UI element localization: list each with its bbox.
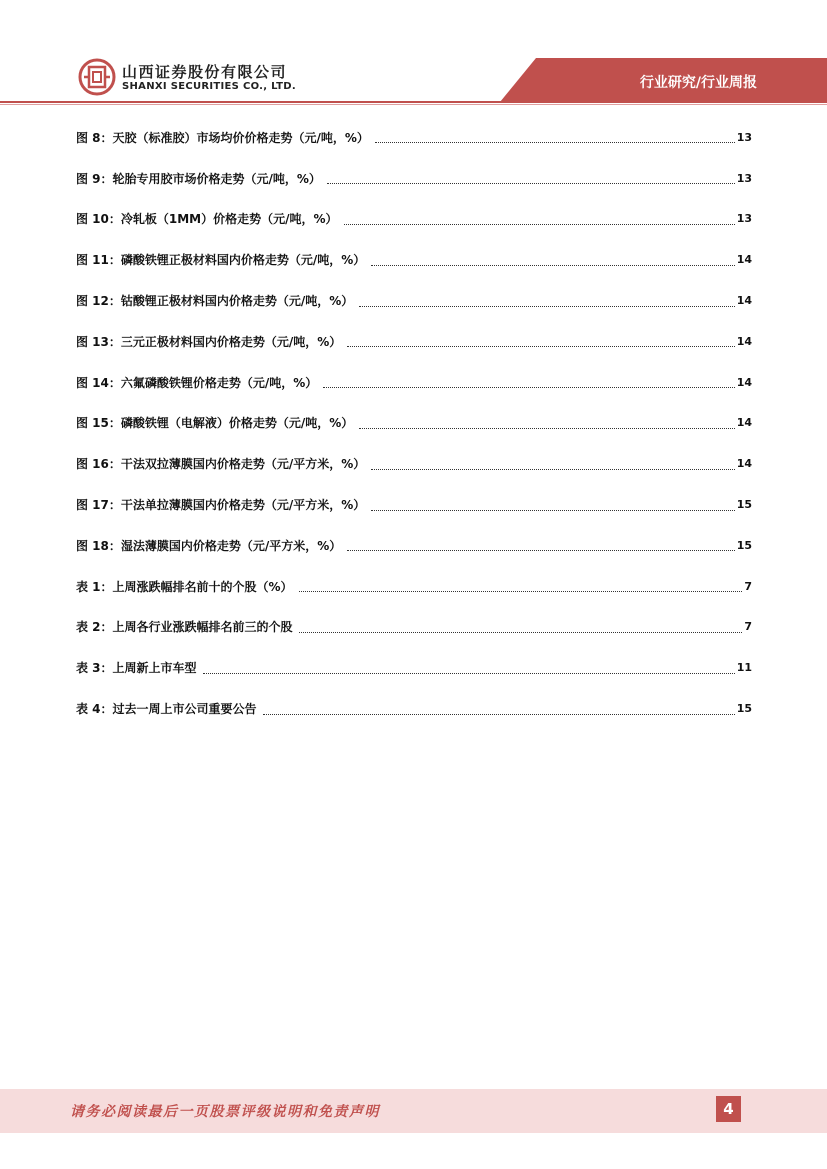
shanxi-securities-logo-icon <box>78 58 116 96</box>
toc-leader-dots <box>263 713 735 715</box>
toc-entry-page[interactable]: 14 <box>736 375 752 389</box>
toc-entry-page[interactable]: 13 <box>736 171 752 185</box>
toc-entry-label[interactable]: 表 4：过去一周上市公司重要公告 <box>76 702 257 717</box>
toc-entry-label[interactable]: 表 2：上周各行业涨跌幅排名前三的个股 <box>76 620 293 635</box>
toc-leader-dots <box>299 590 743 592</box>
toc-entry-page[interactable]: 7 <box>744 579 752 593</box>
toc-entry-page[interactable]: 15 <box>736 702 752 716</box>
toc-leader-dots <box>344 223 735 225</box>
table-of-contents <box>76 117 752 729</box>
toc-entry-label[interactable]: 图 18：湿法薄膜国内价格走势（元/平方米，%） <box>76 538 342 553</box>
toc-leader-dots <box>359 305 734 307</box>
toc-entry-label[interactable]: 图 8：天胶（标准胶）市场均价价格走势（元/吨，%） <box>76 130 369 145</box>
disclaimer-text: 请务必阅读最后一页股票评级说明和免责声明 <box>70 1104 380 1120</box>
toc-entry-page[interactable]: 13 <box>736 130 752 144</box>
toc-entry[interactable] <box>76 321 752 362</box>
toc-entry-label[interactable]: 图 16：干法双拉薄膜国内价格走势（元/平方米，%） <box>76 457 366 472</box>
toc-entry-label[interactable]: 图 11：磷酸铁锂正极材料国内价格走势（元/吨，%） <box>76 253 366 268</box>
toc-entry[interactable] <box>76 280 752 321</box>
toc-entry[interactable] <box>76 199 752 240</box>
toc-entry-page[interactable]: 11 <box>736 661 752 675</box>
toc-entry[interactable] <box>76 158 752 199</box>
toc-leader-dots <box>327 182 735 184</box>
toc-entry[interactable] <box>76 362 752 403</box>
toc-entry-page[interactable]: 14 <box>736 416 752 430</box>
company-name-en: SHANXI SECURITIES CO., LTD. <box>122 81 296 92</box>
page-header <box>0 0 827 104</box>
toc-entry-label[interactable]: 表 1：上周涨跌幅排名前十的个股（%） <box>76 579 293 594</box>
toc-leader-dots <box>375 141 735 143</box>
toc-entry-label[interactable]: 图 17：干法单拉薄膜国内价格走势（元/平方米，%） <box>76 498 366 513</box>
toc-entry-page[interactable]: 14 <box>736 457 752 471</box>
header-divider <box>0 101 827 103</box>
toc-entry-page[interactable]: 13 <box>736 212 752 226</box>
toc-entry[interactable] <box>76 403 752 444</box>
toc-entry-page[interactable]: 15 <box>736 498 752 512</box>
toc-entry[interactable] <box>76 239 752 280</box>
toc-leader-dots <box>347 345 734 347</box>
toc-entry-label[interactable]: 图 10：冷轧板（1MM）价格走势（元/吨，%） <box>76 212 338 227</box>
toc-entry[interactable] <box>76 688 752 729</box>
toc-leader-dots <box>299 631 743 633</box>
toc-entry[interactable] <box>76 566 752 607</box>
page-number: 4 <box>716 1096 741 1122</box>
toc-entry-page[interactable]: 14 <box>736 253 752 267</box>
toc-leader-dots <box>359 427 734 429</box>
toc-entry[interactable] <box>76 525 752 566</box>
toc-entry[interactable] <box>76 647 752 688</box>
toc-leader-dots <box>371 264 734 266</box>
toc-entry-label[interactable]: 图 9：轮胎专用胶市场价格走势（元/吨，%） <box>76 171 321 186</box>
toc-entry-page[interactable]: 7 <box>744 620 752 634</box>
report-category: 行业研究/行业周报 <box>639 75 757 91</box>
toc-entry-page[interactable]: 15 <box>736 538 752 552</box>
toc-entry-label[interactable]: 表 3：上周新上市车型 <box>76 661 197 676</box>
toc-leader-dots <box>371 509 734 511</box>
toc-entry-label[interactable]: 图 13：三元正极材料国内价格走势（元/吨，%） <box>76 334 342 349</box>
toc-entry-label[interactable]: 图 12：钴酸锂正极材料国内价格走势（元/吨，%） <box>76 294 354 309</box>
toc-entry-label[interactable]: 图 15：磷酸铁锂（电解液）价格走势（元/吨，%） <box>76 416 354 431</box>
toc-leader-dots <box>203 672 735 674</box>
toc-leader-dots <box>371 468 734 470</box>
toc-entry-label[interactable]: 图 14：六氟磷酸铁锂价格走势（元/吨，%） <box>76 375 318 390</box>
toc-entry-page[interactable]: 14 <box>736 334 752 348</box>
toc-leader-dots <box>323 386 734 388</box>
toc-leader-dots <box>347 549 734 551</box>
toc-entry[interactable] <box>76 117 752 158</box>
toc-entry[interactable] <box>76 484 752 525</box>
toc-entry-page[interactable]: 14 <box>736 294 752 308</box>
header-divider-thin <box>0 104 827 105</box>
toc-entry[interactable] <box>76 443 752 484</box>
company-name-cn: 山西证券股份有限公司 <box>122 63 288 81</box>
toc-entry[interactable] <box>76 607 752 648</box>
